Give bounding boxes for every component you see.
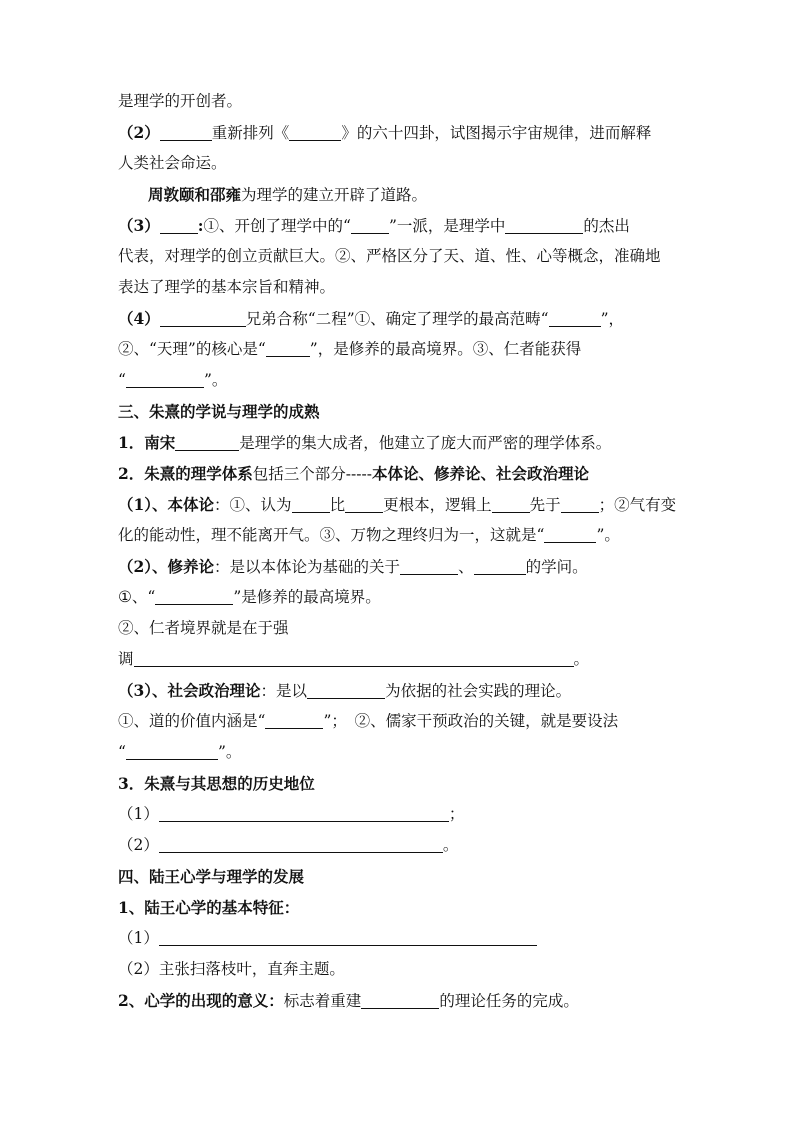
text-line [118,613,700,644]
text-line [118,551,700,582]
text: 2、心学的出现的意义： [118,991,284,1010]
text: ”。 [217,743,242,761]
text: ；②气有变 [598,496,677,514]
text-line [118,706,700,737]
text: 周敦颐和邵雍 [148,185,242,204]
blank[interactable] [351,215,389,234]
text: ”， [600,310,625,328]
text: 的理论任务的完成。 [439,992,579,1010]
text-line [118,334,700,365]
text-line [118,458,700,489]
text-line [118,644,700,675]
text: 3．朱熹与其思想的历史地位 [118,774,315,793]
question-number: （3） [118,216,160,235]
text: ①、“ [118,588,156,606]
text: 重新排列《 [211,124,290,142]
text: 的杰出 [583,217,630,235]
text: ：是以 [260,682,308,700]
worksheet-page [118,86,700,1016]
text: ”； ②、儒家干预政治的关键，就是要设法 [323,712,619,730]
text: 1、陆王心学的基本特征： [118,898,300,917]
text: ”一派，是理学中 [388,217,506,235]
text-line [118,489,700,520]
text: （3）、社会政治理论 [118,681,261,700]
text: ”。 [596,526,620,544]
text: 1．南宋 [118,433,176,452]
text: ①、道的价值内涵是“ [118,712,266,730]
blank[interactable] [159,834,443,853]
text: ”，是修养的最高境界。③、仁者能获得 [309,340,582,358]
text-line [118,675,700,706]
blank[interactable] [492,494,530,513]
text-line [118,179,700,210]
text: 。 [573,650,590,668]
text: 先于 [529,496,561,514]
text: （2）主张扫落枝叶，直奔主题。 [118,960,345,978]
text: 》的六十四卦，试图揭示宇宙规律，进而解释 [341,124,652,142]
text: 比 [329,496,346,514]
text: 更根本，逻辑上 [383,496,492,514]
text: ②、仁者境界就是在于强 [118,619,289,637]
heading-text: 三、朱熹的学说与理学的成熟 [118,402,320,421]
text: 本体论、修养论、社会政治理论 [371,464,589,483]
blank[interactable] [400,556,458,575]
text: （2） [118,836,159,854]
text-line [118,148,700,179]
blank[interactable] [544,524,596,543]
text-line [118,737,700,768]
text: （1） [118,929,159,947]
blank[interactable] [292,494,330,513]
section-heading [118,861,700,892]
question-number: （4） [118,309,160,328]
text: 兄弟合称“二程”①、确定了理学的最高范畴“ [245,310,549,328]
text: 。 [442,836,459,854]
text: ：①、认为 [214,496,292,514]
text: ”是修养的最高境界。 [233,588,381,606]
blank[interactable] [266,338,310,357]
text: 代表，对理学的创立贡献巨大。②、严格区分了天、道、性、心等概念，准确地 [118,247,661,265]
text: 标志着重建 [283,992,362,1010]
blank[interactable] [126,741,218,760]
text-line [118,923,700,954]
blank[interactable] [505,215,583,234]
text-line [118,830,700,861]
text-line [118,985,700,1016]
blank[interactable] [474,556,526,575]
blank[interactable] [160,308,246,327]
text-line [118,86,700,117]
text: （2）、修养论 [118,557,215,576]
section-heading [118,396,700,427]
text-line [118,799,700,830]
blank[interactable] [345,494,383,513]
text-line [118,582,700,613]
text: ①、开创了理学中的“ [203,217,351,235]
blank[interactable] [155,586,233,605]
text-line [118,954,700,985]
text: ②、“天理”的核心是“ [118,340,266,358]
text: 、 [458,558,474,576]
text: ：是以本体论为基础的关于 [214,558,401,576]
text: 2．朱熹的理学体系 [118,464,253,483]
text: “ [118,371,126,389]
text-line [118,241,700,272]
text: 为依据的社会实践的理论。 [385,682,572,700]
heading-text: 四、陆王心学与理学的发展 [118,867,305,886]
text: ”。 [203,371,228,389]
text: 化的能动性，理不能离开气。③、万物之理终归为一，这就是“ [118,526,545,544]
text: 是理学的集大成者，他建立了庞大而严密的理学体系。 [239,434,612,452]
text-line [118,892,700,923]
text: （1） [118,805,159,823]
blank[interactable] [160,215,198,234]
text-line [118,520,700,551]
text-line [118,365,700,396]
text: “ [118,743,126,761]
blank[interactable] [307,680,385,699]
blank[interactable] [265,710,323,729]
blank[interactable] [126,369,204,388]
text: 调 [118,650,134,668]
text-line [118,768,700,799]
blank[interactable] [175,432,239,451]
text: ； [448,805,465,823]
blank[interactable] [160,122,212,141]
blank[interactable] [561,494,599,513]
text: 包括三个部分----- [252,465,372,483]
blank[interactable] [289,122,341,141]
text-line [118,427,700,458]
blank[interactable] [549,308,601,327]
question-4 [118,303,700,334]
text: 为理学的建立开辟了道路。 [241,186,428,204]
text: （1）、本体论 [118,495,215,514]
blank[interactable] [159,803,449,822]
blank[interactable] [159,927,537,946]
blank[interactable] [134,648,574,667]
text: 人类社会命运。 [118,154,227,172]
text: 是理学的开创者。 [118,92,243,110]
text: 的学问。 [525,558,588,576]
text: 表达了理学的基本宗旨和精神。 [118,278,336,296]
text: : [197,216,204,235]
question-number: （2） [118,123,160,142]
question-3 [118,210,700,241]
text-line [118,272,700,303]
question-2 [118,117,700,148]
blank[interactable] [361,990,439,1009]
